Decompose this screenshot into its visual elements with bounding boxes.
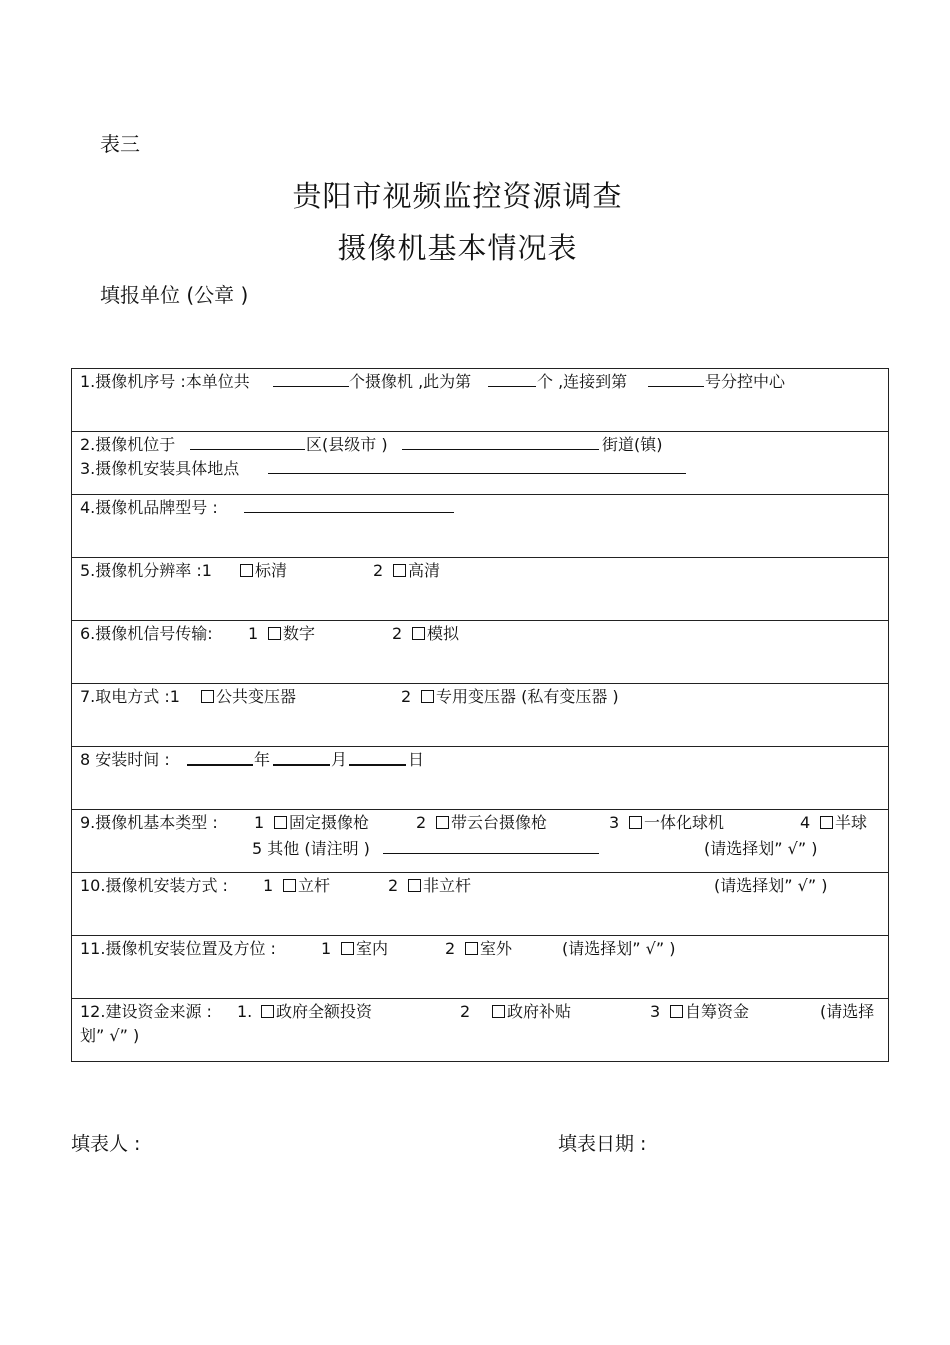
option-number-2: 2 [392,624,403,643]
checkbox-half-dome[interactable] [820,816,833,829]
row-camera-number [72,369,888,432]
install-method-label: 10.摄像机安装方式 : [80,876,228,895]
year-field[interactable] [187,750,253,766]
option-fixed-camera: 固定摄像枪 [289,813,370,832]
checkbox-outdoor[interactable] [465,942,478,955]
row-resolution [72,558,888,621]
row-brand-model [72,495,888,558]
row-signal [72,621,888,684]
option-number-2: 2 [460,1002,471,1021]
checkbox-pole[interactable] [283,879,296,892]
option-number-1: 1 [248,624,259,643]
checkbox-indoor[interactable] [341,942,354,955]
filler-label: 填表人 : [71,1133,141,1155]
month-field[interactable] [273,750,330,766]
option-hd: 高清 [408,561,441,580]
option-pole: 立杆 [298,876,331,895]
row-power [72,684,888,747]
checkbox-full-government[interactable] [261,1005,274,1018]
row-install-method [72,873,888,936]
option-number-2: 2 [401,687,412,706]
location-label: 2.摄像机位于 [80,435,176,454]
brand-model-field[interactable] [244,498,454,513]
year-text: 年 [254,750,271,769]
checkbox-self-raised[interactable] [670,1005,683,1018]
option-number-1: 1 [254,813,265,832]
district-field[interactable] [190,435,305,450]
check-hint: (请选择划” √” ) [704,839,818,858]
option-number-3: 3 [609,813,620,832]
fill-date-label: 填表日期 : [558,1133,647,1155]
day-text: 日 [408,750,425,769]
option-ptz-camera: 带云台摄像枪 [451,813,548,832]
option-digital: 数字 [283,624,316,643]
option-analog: 模拟 [427,624,460,643]
row-funding-source [72,999,888,1061]
other-type-field[interactable] [383,839,599,854]
power-label: 7.取电方式 :1 [80,687,180,706]
camera-index-text: 个 ,连接到第 [537,372,628,391]
install-position-label: 11.摄像机安装位置及方位 : [80,939,276,958]
option-indoor: 室内 [356,939,389,958]
funding-source-label: 12.建设资金来源 : [80,1002,212,1021]
option-number-2: 2 [388,876,399,895]
camera-count-text: 个摄像机 ,此为第 [349,372,472,391]
table-label: 表三 [100,132,140,156]
camera-number-label: 1.摄像机序号 :本单位共 [80,372,250,391]
resolution-label: 5.摄像机分辨率 :1 [80,561,212,580]
control-center-text: 号分控中心 [705,372,786,391]
checkbox-fixed-camera[interactable] [274,816,287,829]
checkbox-government-subsidy[interactable] [492,1005,505,1018]
option-number-1: 1 [321,939,332,958]
form-subtitle: 摄像机基本情况表 [337,231,578,265]
check-hint: (请选择划” √” ) [562,939,676,958]
check-hint-continued: 划” √” ) [80,1026,140,1045]
month-text: 月 [331,750,348,769]
checkbox-dome-camera[interactable] [629,816,642,829]
option-half-dome: 半球 [835,813,868,832]
option-number-2: 2 [416,813,427,832]
option-self-raised: 自筹资金 [685,1002,750,1021]
option-full-government: 政府全额投资 [276,1002,373,1021]
checkbox-non-pole[interactable] [408,879,421,892]
option-number-2: 2 [373,561,384,580]
option-non-pole: 非立杆 [423,876,472,895]
option-number-4: 4 [800,813,811,832]
option-other: 5 其他 (请注明 ) [252,839,370,858]
option-outdoor: 室外 [480,939,513,958]
option-number-1: 1. [237,1002,253,1021]
option-private-transformer: 专用变压器 (私有变压器 ) [436,687,619,706]
checkbox-hd[interactable] [393,564,406,577]
signal-label: 6.摄像机信号传输: [80,624,213,643]
street-text: 街道(镇) [602,435,663,454]
checkbox-private-transformer[interactable] [421,690,434,703]
camera-index-field[interactable] [488,372,536,387]
install-address-field[interactable] [268,459,686,474]
form-title: 贵阳市视频监控资源调查 [292,179,623,213]
checkbox-sd[interactable] [240,564,253,577]
option-number-3: 3 [650,1002,661,1021]
row-camera-type [72,810,888,873]
check-hint: (请选择划” √” ) [714,876,828,895]
street-field[interactable] [402,435,599,450]
checkbox-ptz-camera[interactable] [436,816,449,829]
option-sd: 标清 [255,561,288,580]
row-install-position [72,936,888,999]
install-address-label: 3.摄像机安装具体地点 [80,459,240,478]
camera-count-field[interactable] [273,372,349,387]
district-text: 区(县级市 ) [306,435,388,454]
install-date-label: 8 安装时间 : [80,750,170,769]
camera-info-form [71,368,889,1062]
brand-model-label: 4.摄像机品牌型号 : [80,498,218,517]
camera-type-label: 9.摄像机基本类型 : [80,813,218,832]
check-hint: (请选择 [820,1002,875,1021]
option-dome-camera: 一体化球机 [644,813,725,832]
option-public-transformer: 公共变压器 [216,687,297,706]
reporting-unit-label: 填报单位 (公章 ) [100,283,249,307]
checkbox-digital[interactable] [268,627,281,640]
option-number-2: 2 [445,939,456,958]
row-install-date [72,747,888,810]
option-number-1: 1 [263,876,274,895]
control-center-field[interactable] [648,372,704,387]
day-field[interactable] [349,750,406,766]
option-government-subsidy: 政府补贴 [507,1002,572,1021]
row-location [72,432,888,495]
checkbox-analog[interactable] [412,627,425,640]
checkbox-public-transformer[interactable] [201,690,214,703]
